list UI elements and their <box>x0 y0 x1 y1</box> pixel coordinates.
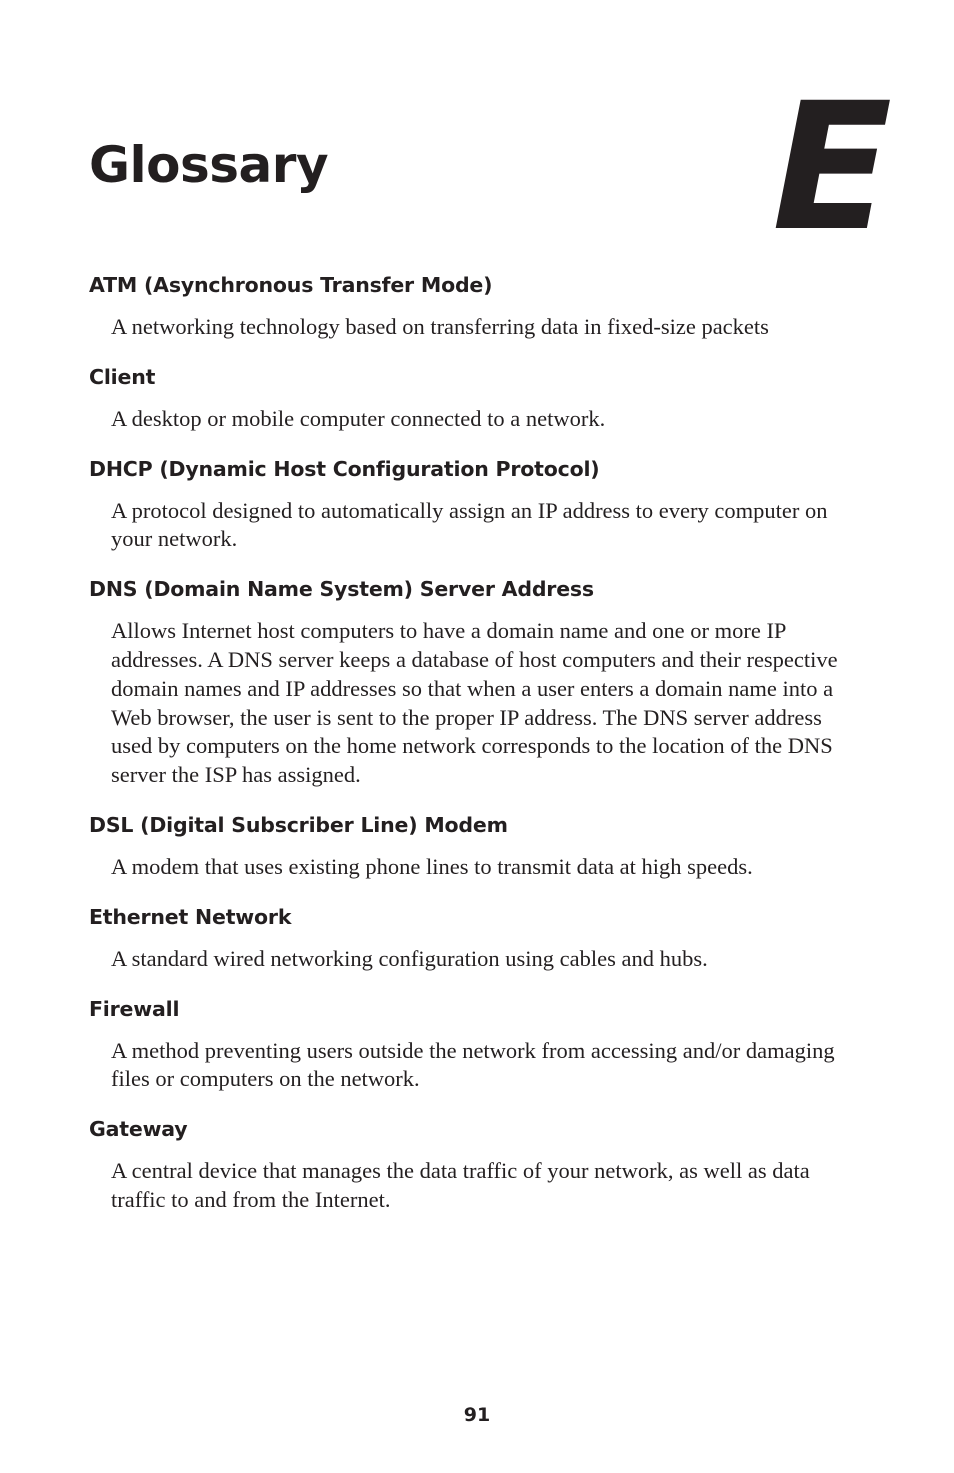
glossary-definition: A central device that manages the data traffic of your network, as well as data traffic to and from the Internet. <box>111 1158 810 1212</box>
glossary-entry <box>89 810 879 882</box>
page-number: 91 <box>463 1404 491 1426</box>
chapter-letter: E <box>772 65 893 270</box>
glossary-entry <box>89 994 879 1095</box>
glossary-definition: Allows Internet host computers to have a domain name and one or more IP addresses. A DNS server keeps a database of host computers and their respective domain names and IP addresses so that when a user enters a domain name into a Web browser, the user is sent to the proper IP address. The DNS server address used by computers on the home network corresponds to the location of the DNS server the ISP has assigned. <box>111 618 838 788</box>
glossary-definition: A modem that uses existing phone lines to transmit data at high speeds. <box>111 853 753 879</box>
glossary-definition: A desktop or mobile computer connected to a network. <box>111 405 606 431</box>
glossary-definition: A method preventing users outside the network from accessing and/or damaging files or computers on the network. <box>111 1037 835 1092</box>
glossary-definition: A networking technology based on transferring data in fixed-size packets <box>111 314 769 339</box>
glossary-term: ATM (Asynchronous Transfer Mode) <box>89 273 493 297</box>
glossary-entry <box>89 902 879 974</box>
glossary-term: Firewall <box>89 996 180 1021</box>
glossary-term: DHCP (Dynamic Host Configuration Protocol) <box>89 456 600 481</box>
glossary-entry <box>89 454 879 555</box>
glossary-entry <box>89 362 879 434</box>
glossary-definition: A protocol designed to automatically assign an IP address to every computer on your network. <box>111 497 828 552</box>
glossary-term: Client <box>89 364 156 389</box>
glossary-definition: A standard wired networking configuration using cables and hubs. <box>111 945 708 971</box>
glossary-entry <box>89 574 879 790</box>
glossary-term: DNS (Domain Name System) Server Address <box>89 577 594 602</box>
page-title: Glossary <box>89 136 329 194</box>
glossary-list <box>89 270 879 1215</box>
glossary-entry <box>89 270 879 342</box>
glossary-entry <box>89 1114 879 1215</box>
glossary-term: Ethernet Network <box>89 904 292 929</box>
glossary-term: DSL (Digital Subscriber Line) Modem <box>89 812 508 837</box>
glossary-term: Gateway <box>89 1117 188 1142</box>
